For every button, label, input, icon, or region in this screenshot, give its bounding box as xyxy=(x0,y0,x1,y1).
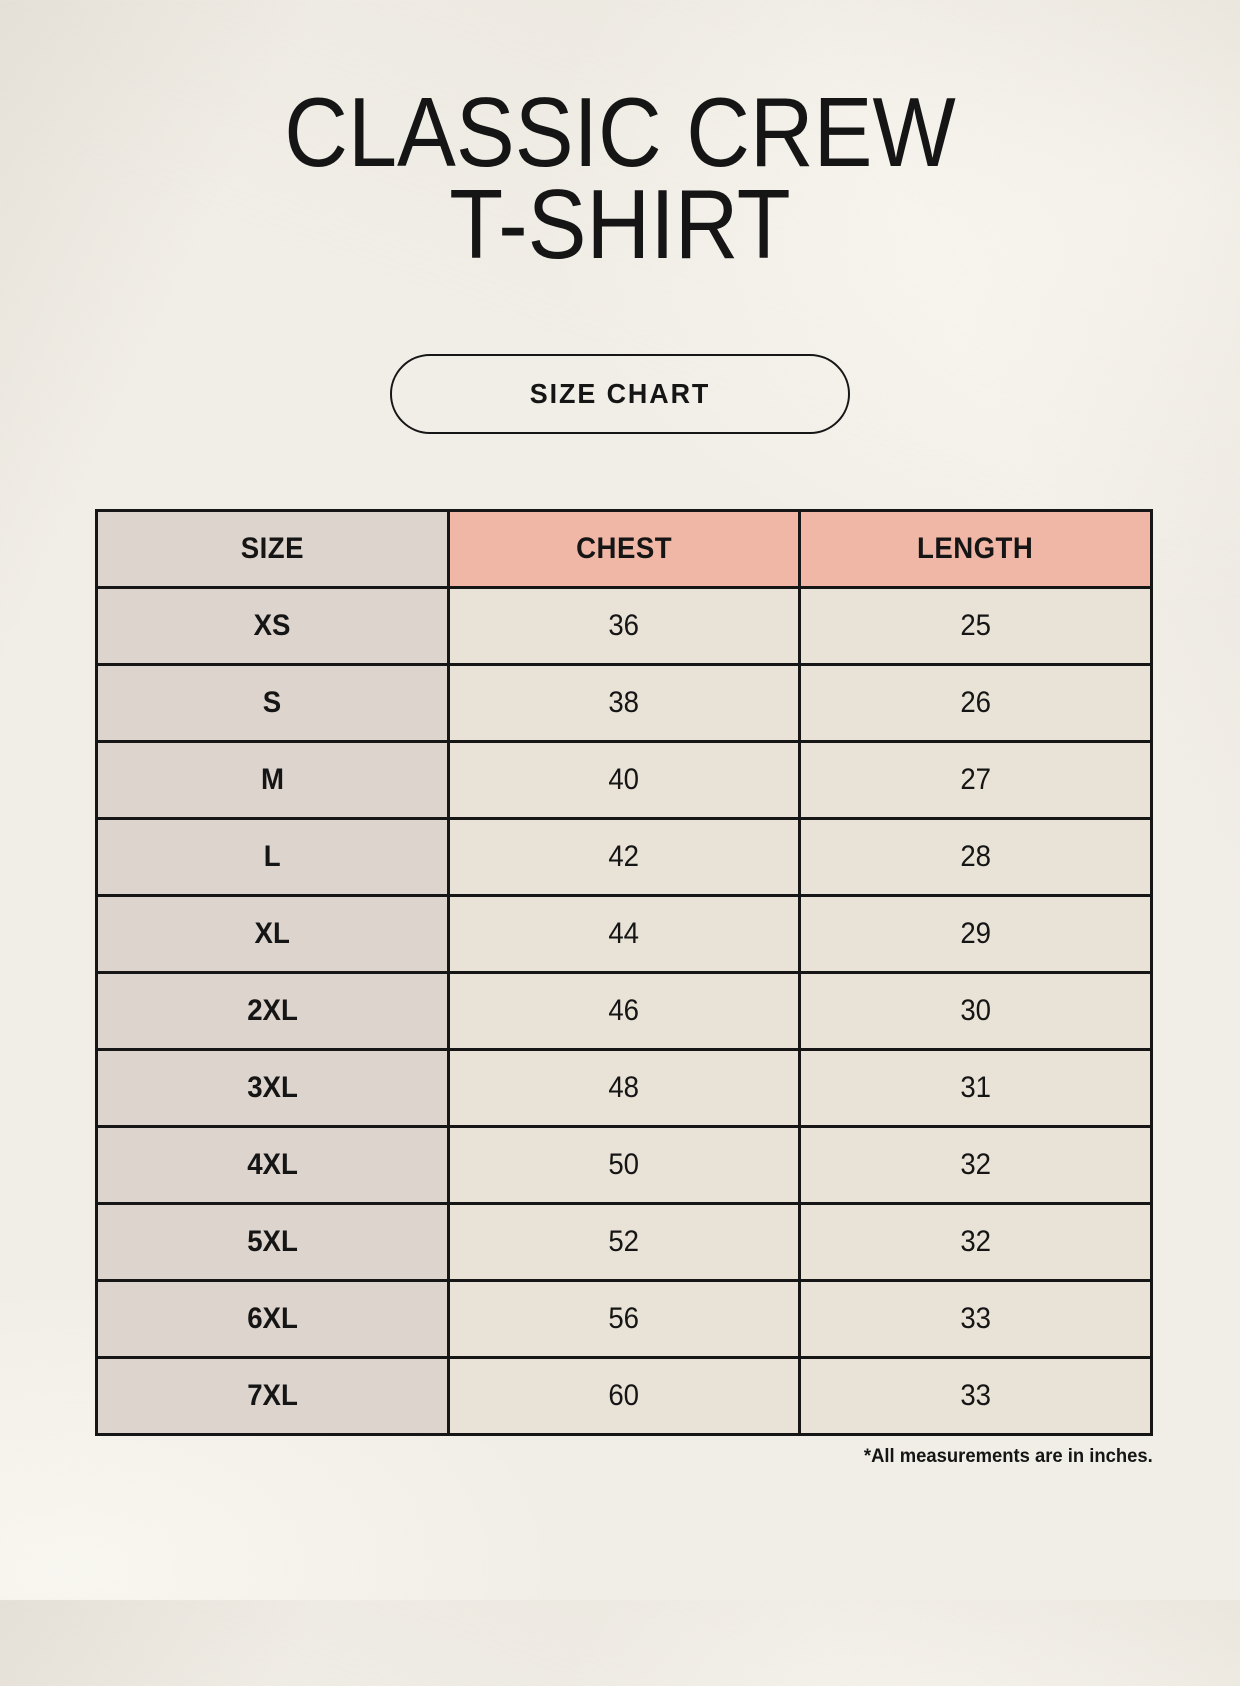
size-cell: 6XL xyxy=(97,1281,449,1358)
size-cell: S xyxy=(97,665,449,742)
size-chart-badge xyxy=(390,354,850,434)
length-cell: 33 xyxy=(800,1281,1152,1358)
size-chart-table-container xyxy=(95,509,1153,1436)
length-cell: 33 xyxy=(800,1358,1152,1435)
chest-cell: 44 xyxy=(448,896,800,973)
table-header-row xyxy=(97,511,1152,588)
size-cell: L xyxy=(97,819,449,896)
chest-cell: 50 xyxy=(448,1127,800,1204)
length-cell: 32 xyxy=(800,1204,1152,1281)
size-cell: 4XL xyxy=(97,1127,449,1204)
column-header-size: SIZE xyxy=(97,511,449,588)
table-row xyxy=(97,1050,1152,1127)
page-title-line-1: CLASSIC CREW xyxy=(284,77,956,187)
size-chart-table xyxy=(95,509,1153,1436)
table-row xyxy=(97,1281,1152,1358)
length-cell: 27 xyxy=(800,742,1152,819)
table-row xyxy=(97,1358,1152,1435)
chest-cell: 40 xyxy=(448,742,800,819)
table-row xyxy=(97,896,1152,973)
size-cell: 3XL xyxy=(97,1050,449,1127)
size-cell: 7XL xyxy=(97,1358,449,1435)
table-row xyxy=(97,973,1152,1050)
size-chart-badge-label: SIZE CHART xyxy=(529,378,711,410)
length-cell: 30 xyxy=(800,973,1152,1050)
size-cell: XS xyxy=(97,588,449,665)
size-cell: XL xyxy=(97,896,449,973)
table-row xyxy=(97,819,1152,896)
length-cell: 29 xyxy=(800,896,1152,973)
chest-cell: 52 xyxy=(448,1204,800,1281)
length-cell: 26 xyxy=(800,665,1152,742)
size-cell: 5XL xyxy=(97,1204,449,1281)
chest-cell: 56 xyxy=(448,1281,800,1358)
chest-cell: 42 xyxy=(448,819,800,896)
page-title xyxy=(0,77,1240,280)
column-header-length: LENGTH xyxy=(800,511,1152,588)
table-row xyxy=(97,1204,1152,1281)
length-cell: 28 xyxy=(800,819,1152,896)
length-cell: 32 xyxy=(800,1127,1152,1204)
column-header-chest: CHEST xyxy=(448,511,800,588)
table-row xyxy=(97,742,1152,819)
chest-cell: 60 xyxy=(448,1358,800,1435)
page-title-line-2: T-SHIRT xyxy=(449,169,791,280)
chest-cell: 48 xyxy=(448,1050,800,1127)
size-cell: 2XL xyxy=(97,973,449,1050)
table-row xyxy=(97,588,1152,665)
page xyxy=(0,77,1240,1686)
length-cell: 25 xyxy=(800,588,1152,665)
chest-cell: 38 xyxy=(448,665,800,742)
measurements-footnote: *All measurements are in inches. xyxy=(864,1446,1153,1468)
length-cell: 31 xyxy=(800,1050,1152,1127)
chest-cell: 46 xyxy=(448,973,800,1050)
table-row xyxy=(97,1127,1152,1204)
size-cell: M xyxy=(97,742,449,819)
table-row xyxy=(97,665,1152,742)
chest-cell: 36 xyxy=(448,588,800,665)
